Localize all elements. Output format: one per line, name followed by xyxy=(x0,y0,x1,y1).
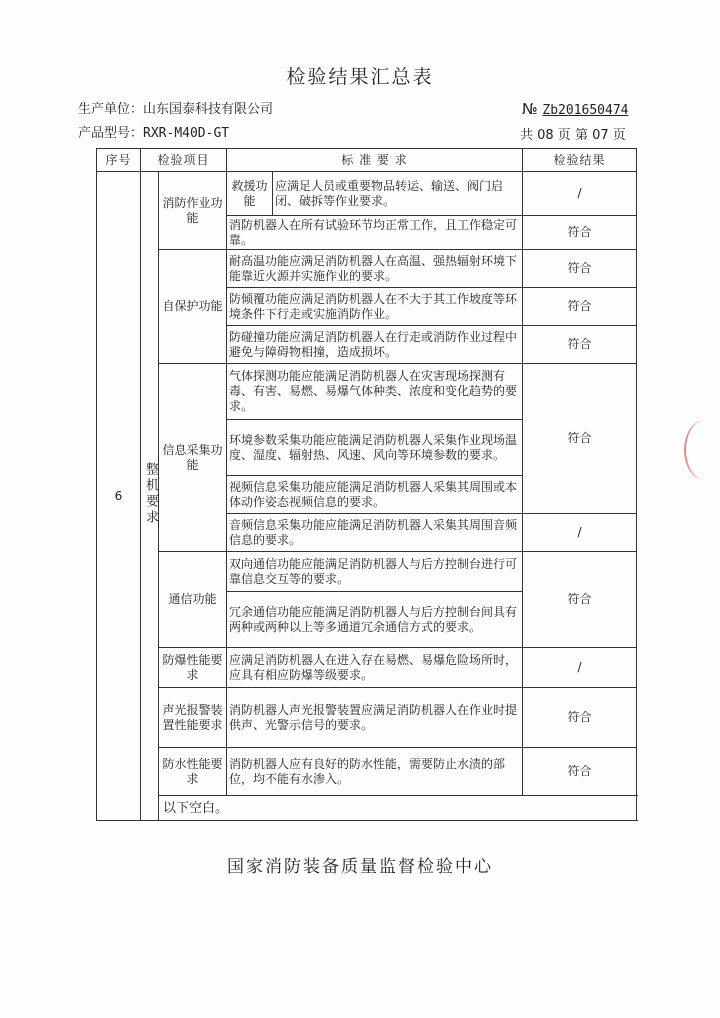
item-cell: 通信功能 xyxy=(159,552,227,648)
blank-row xyxy=(97,796,637,821)
result-cell: / xyxy=(523,514,637,552)
report-number-symbol: № xyxy=(522,100,538,118)
result-cell: 符合 xyxy=(523,216,637,250)
result-cell: 符合 xyxy=(523,364,637,514)
table-row xyxy=(97,364,637,420)
result-cell: 符合 xyxy=(523,250,637,288)
result-cell: 符合 xyxy=(523,288,637,326)
producer-value: 山东国泰科技有限公司 xyxy=(143,102,274,117)
producer-line xyxy=(78,98,273,117)
requirement-cell: 防倾覆功能应满足消防机器人在不大于其工作坡度等环境条件下行走或实施消防作业。 xyxy=(227,288,523,326)
table-row xyxy=(97,552,637,592)
table-header-row xyxy=(97,149,637,172)
report-number xyxy=(522,100,628,118)
model-value: RXR-M40D-GT xyxy=(143,126,230,141)
requirement-cell: 气体探测功能应能满足消防机器人在灾害现场探测有毒、有害、易燃、易爆气体种类、浓度和变化趋势的要求。 xyxy=(227,364,523,420)
header-item: 检验项目 xyxy=(141,149,227,172)
requirement-cell: 消防机器人声光报警装置应满足消防机器人在作业时提供声、光警示信号的要求。 xyxy=(227,688,523,748)
header-requirement: 标 准 要 求 xyxy=(227,149,523,172)
page-count: 共 08 页 第 07 页 xyxy=(520,128,626,143)
requirement-cell: 环境参数采集功能应能满足消防机器人采集作业现场温度、湿度、辐射热、风速、风向等环境参数的要求。 xyxy=(227,420,523,476)
item-cell: 防水性能要求 xyxy=(159,748,227,796)
model-line xyxy=(78,122,229,141)
header-result: 检验结果 xyxy=(523,149,637,172)
seal-stamp xyxy=(684,420,720,480)
producer-label: 生产单位： xyxy=(78,102,144,117)
requirement-cell: 音频信息采集功能应能满足消防机器人采集其周围音频信息的要求。 xyxy=(227,514,523,552)
requirement-cell: 视频信息采集功能应能满足消防机器人采集其周围或本体动作姿态视频信息的要求。 xyxy=(227,476,523,514)
requirement-cell: 防碰撞功能应满足消防机器人在行走或消防作业过程中避免与障碍物相撞，造成损坏。 xyxy=(227,326,523,364)
table-row xyxy=(97,748,637,796)
result-cell: / xyxy=(523,648,637,688)
item-cell: 自保护功能 xyxy=(159,250,227,364)
blank-note: 以下空白。 xyxy=(159,796,637,821)
requirement-cell: 应满足人员或重要物品转运、输送、阀门启闭、破拆等作业要求。 xyxy=(273,172,523,216)
requirement-cell: 消防机器人应有良好的防水性能，需要防止水渍的部位，均不能有水渗入。 xyxy=(227,748,523,796)
sub-item-cell: 救援功能 xyxy=(227,172,273,216)
table-row xyxy=(97,172,637,216)
requirement-cell: 冗余通信功能应能满足消防机器人与后方控制台间具有两种或两种以上等多通道冗余通信方式的要求。 xyxy=(227,592,523,648)
table-row xyxy=(97,688,637,748)
table-row xyxy=(97,250,637,288)
item-cell: 信息采集功能 xyxy=(159,364,227,552)
requirement-cell: 消防机器人在所有试验环节均正常工作，且工作稳定可靠。 xyxy=(227,216,523,250)
requirement-cell: 双向通信功能应能满足消防机器人与后方控制台进行可靠信息交互等的要求。 xyxy=(227,552,523,592)
result-cell: / xyxy=(523,172,637,216)
result-cell: 符合 xyxy=(523,748,637,796)
result-cell: 符合 xyxy=(523,326,637,364)
model-label: 产品型号： xyxy=(78,126,144,141)
report-number-value: Zb201650474 xyxy=(542,103,629,118)
results-table xyxy=(96,148,637,821)
group-label: 整机要求 xyxy=(143,462,158,526)
group-cell xyxy=(141,172,159,821)
seq-cell: 6 xyxy=(97,172,141,821)
issuer-name: 国家消防装备质量监督检验中心 xyxy=(227,857,493,877)
item-cell: 消防作业功能 xyxy=(159,172,227,250)
table-row xyxy=(97,648,637,688)
header-seq: 序号 xyxy=(97,149,141,172)
result-cell: 符合 xyxy=(523,688,637,748)
document-title: 检验结果汇总表 xyxy=(286,66,434,88)
result-cell: 符合 xyxy=(523,552,637,648)
requirement-cell: 应满足消防机器人在进入存在易燃、易爆危险场所时，应具有相应防爆等级要求。 xyxy=(227,648,523,688)
requirement-cell: 耐高温功能应满足消防机器人在高温、强热辐射环境下能靠近火源并实施作业的要求。 xyxy=(227,250,523,288)
item-cell: 声光报警装置性能要求 xyxy=(159,688,227,748)
item-cell: 防爆性能要求 xyxy=(159,648,227,688)
